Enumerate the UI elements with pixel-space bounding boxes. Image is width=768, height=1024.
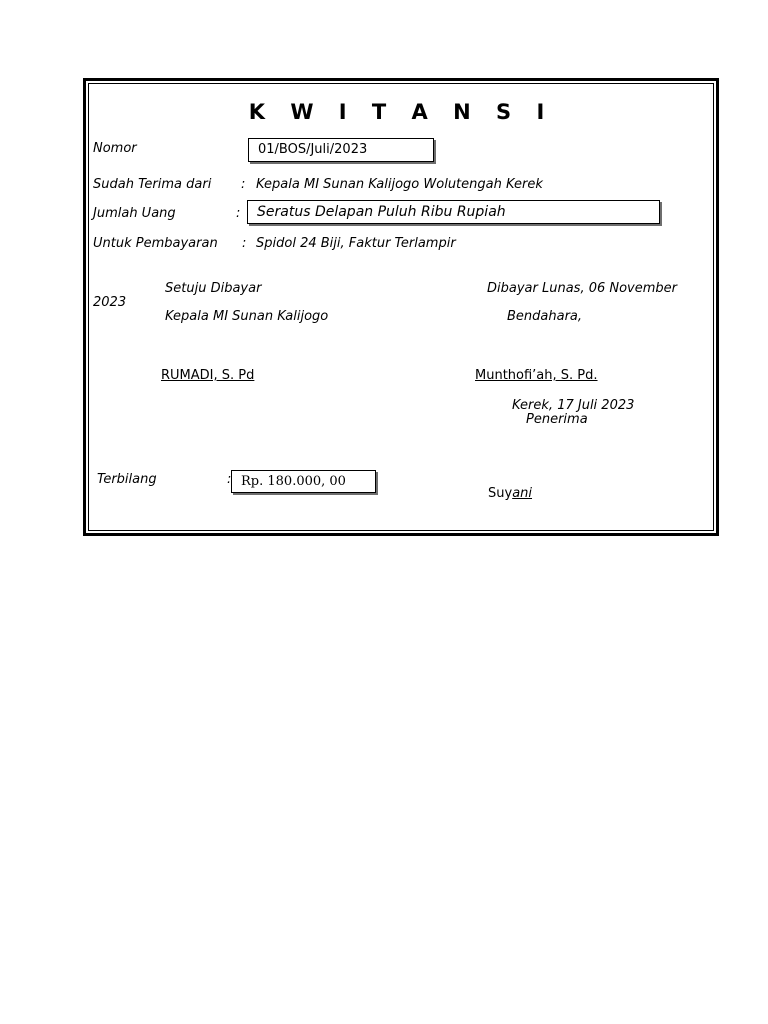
penerima-name-underlined-part: ani — [512, 486, 533, 501]
bendahara-title: Bendahara, — [507, 309, 583, 324]
nomor-field: 01/BOS/Juli/2023 — [248, 138, 434, 162]
sudah-terima-colon: : — [241, 177, 246, 192]
untuk-pembayaran-label: Untuk Pembayaran — [93, 236, 218, 251]
setuju-dibayar-text: Setuju Dibayar — [165, 281, 262, 296]
jumlah-uang-colon: : — [236, 206, 241, 221]
place-date: Kerek, 17 Juli 2023 — [512, 398, 635, 413]
nomor-label: Nomor — [93, 141, 137, 156]
penerima-name — [488, 486, 532, 502]
bendahara-signatory-name: Munthofi’ah, S. Pd. — [475, 368, 598, 383]
kepala-signatory-name: RUMADI, S. Pd — [161, 368, 255, 383]
sudah-terima-label: Sudah Terima dari — [93, 177, 212, 192]
terbilang-colon: : — [227, 472, 232, 487]
dibayar-lunas-text: Dibayar Lunas, 06 November — [487, 281, 678, 296]
penerima-name-part: Suy — [488, 486, 513, 501]
terbilang-label: Terbilang — [97, 472, 157, 487]
receipt-title: K W I T A N S I — [248, 100, 554, 124]
sudah-terima-value: Kepala MI Sunan Kalijogo Wolutengah Kerek — [256, 177, 543, 192]
untuk-pembayaran-value: Spidol 24 Biji, Faktur Terlampir — [256, 236, 456, 251]
penerima-label: Penerima — [526, 412, 588, 427]
terbilang-field: Rp. 180.000, 00 — [231, 470, 376, 493]
jumlah-uang-label: Jumlah Uang — [93, 206, 176, 221]
dibayar-lunas-year: 2023 — [93, 295, 127, 310]
untuk-pembayaran-colon: : — [242, 236, 247, 251]
jumlah-uang-field: Seratus Delapan Puluh Ribu Rupiah — [247, 200, 660, 224]
kepala-title: Kepala MI Sunan Kalijogo — [165, 309, 329, 324]
